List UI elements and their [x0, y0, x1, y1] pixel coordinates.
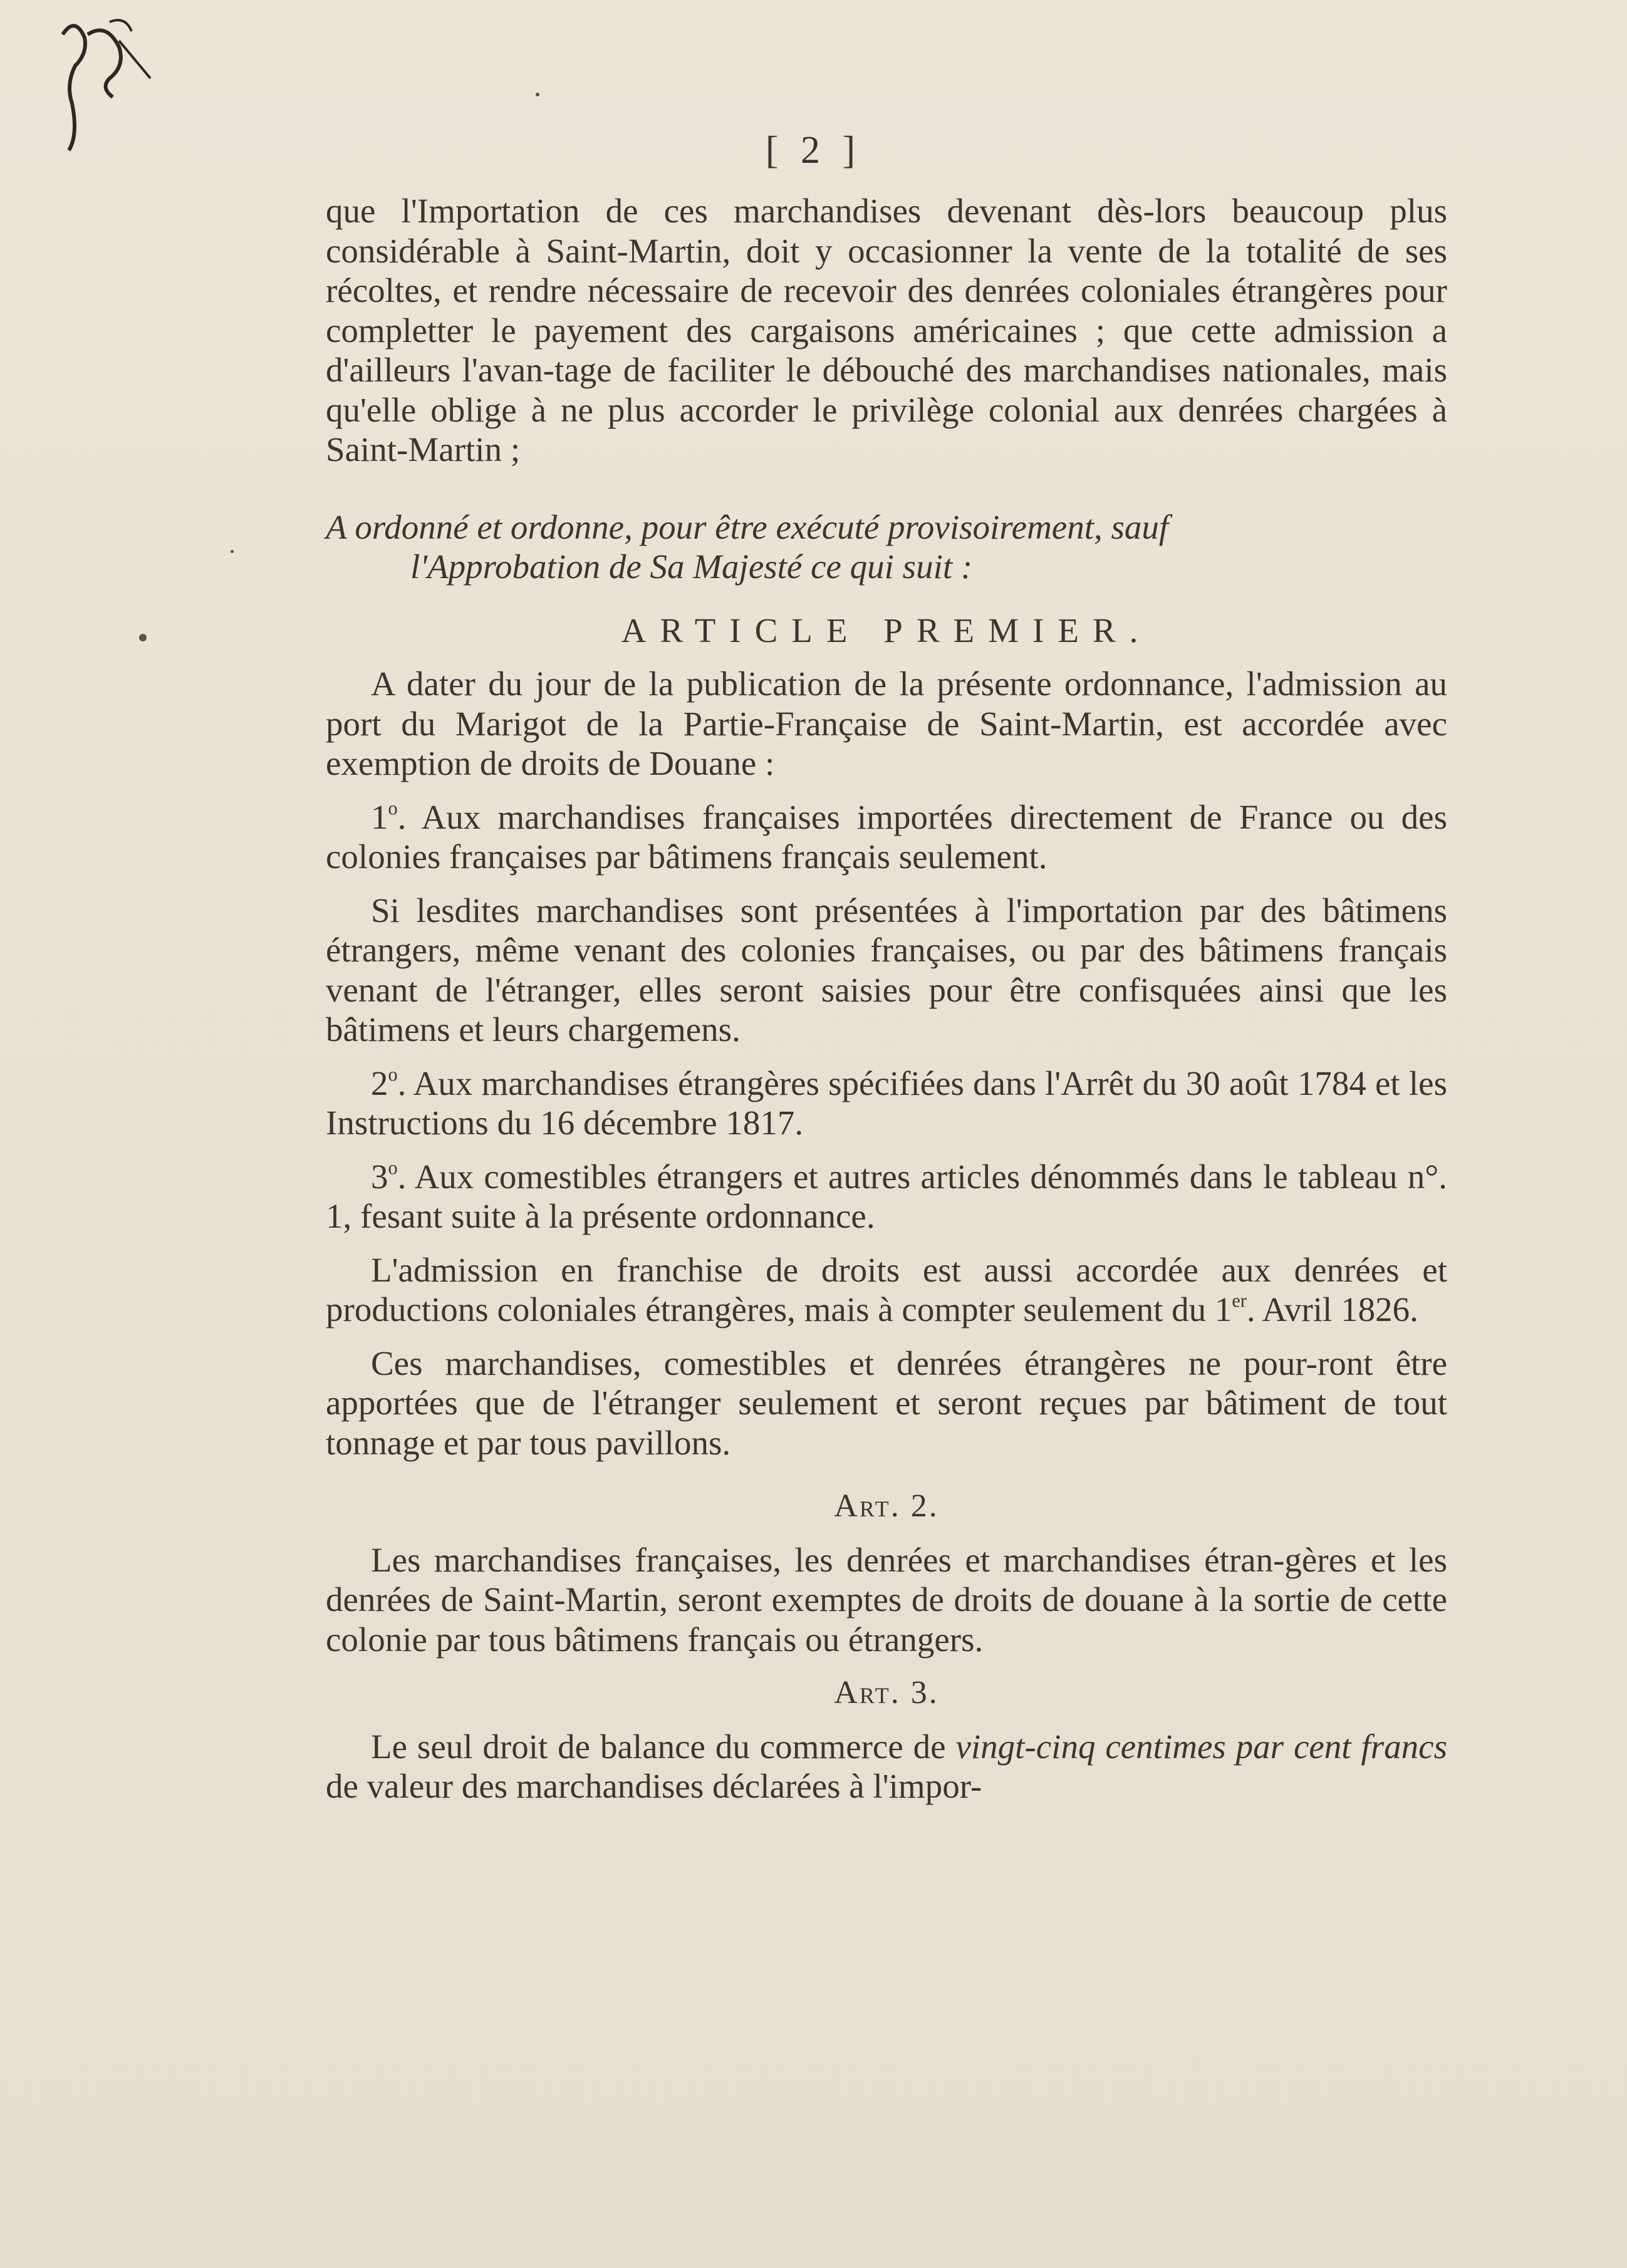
item-1-number: 1	[371, 797, 388, 836]
article-1-item-1	[326, 797, 1447, 877]
item-3-text: . Aux comestibles étrangers et autres articles dénommés dans le tableau n°. 1, fesant suite à la présente ordonnance.	[326, 1157, 1447, 1235]
paragraph-3-end: . Avril 1826.	[1246, 1290, 1418, 1328]
paragraph-3-text: L'admission en franchise de droits est aussi accordée aux denrées et productions coloniales étrangères, mais à compter seulement du 1	[326, 1250, 1447, 1328]
article-1-title: ARTICLE PREMIER.	[621, 611, 1152, 650]
article-3-text	[326, 1727, 1447, 1806]
paper-speck	[231, 550, 234, 553]
article-2-title: Art. 2.	[834, 1488, 939, 1524]
article-3-text-end: de valeur des marchandises déclarées à l'impor-	[326, 1767, 982, 1805]
item-2-superscript: o	[388, 1063, 398, 1085]
item-3-superscript: o	[388, 1156, 398, 1178]
decree-line-2: l'Approbation de Sa Majesté ce qui suit :	[410, 547, 973, 586]
item-3-number: 3	[371, 1157, 388, 1196]
paragraph-3-superscript: er	[1232, 1290, 1247, 1312]
article-1-item-3	[326, 1157, 1447, 1236]
item-2-text: . Aux marchandises étrangères spécifiées dans l'Arrêt du 30 août 1784 et les Instructions du 16 décembre 1817.	[326, 1064, 1447, 1142]
article-2-text: Les marchandises françaises, les denrées et marchandises étran-gères et les denrées de Saint-Martin, seront exemptes de droits de douane à la sortie de cette colonie par tous bâtimens français ou étrangers.	[326, 1540, 1447, 1659]
item-1-text: . Aux marchandises françaises importées directement de France ou des colonies françaises par bâtimens français seulement.	[326, 797, 1447, 876]
decree-line-1: A ordonné et ordonne, pour être exécuté provisoirement, sauf	[326, 507, 1169, 546]
article-3-title: Art. 3.	[834, 1675, 939, 1711]
page-number: [ 2 ]	[765, 129, 862, 172]
article-3-text-italic: vingt-cinq centimes par cent francs	[955, 1727, 1447, 1766]
article-1-paragraph-1: A dater du jour de la publication de la présente ordonnance, l'admission au port du Marigot de la Partie-Française de Saint-Martin, est accordée avec exemption de droits de Douane :	[326, 665, 1447, 782]
document-body	[326, 191, 1447, 1806]
item-1-superscript: o	[388, 797, 398, 819]
article-1-paragraph-4: Ces marchandises, comestibles et denrées étrangères ne pour-ront être apportées que de l'étranger seulement et seront reçues par bâtiment de tout tonnage et par tous pavillons.	[326, 1344, 1447, 1462]
article-1-paragraph-3	[326, 1250, 1447, 1330]
item-2-number: 2	[371, 1064, 388, 1102]
article-1-item-2	[326, 1064, 1447, 1143]
paper-speck	[139, 634, 147, 641]
paper-speck	[536, 93, 539, 96]
intro-paragraph: que l'Importation de ces marchandises devenant dès-lors beaucoup plus considérable à Saint-Martin, doit y occasionner la vente de la totalité de ses récoltes, et rendre nécessaire de recevoir des denrées coloniales étrangères pour completter le payement des cargaisons américaines ; que cette admission a d'ailleurs l'avan-tage de faciliter le débouché des marchandises nationales, mais qu'elle oblige à ne plus accorder le privilège colonial aux denrées chargées à Saint-Martin ;	[326, 192, 1447, 469]
article-1-paragraph-2: Si lesdites marchandises sont présentées à l'importation par des bâtimens étrangers, même venant des colonies françaises, ou par des bâtimens français venant de l'étranger, elles seront saisies pour être confisquées ainsi que les bâtimens et leurs chargemens.	[326, 891, 1447, 1049]
article-3-text-start: Le seul droit de balance du commerce de	[371, 1727, 956, 1766]
